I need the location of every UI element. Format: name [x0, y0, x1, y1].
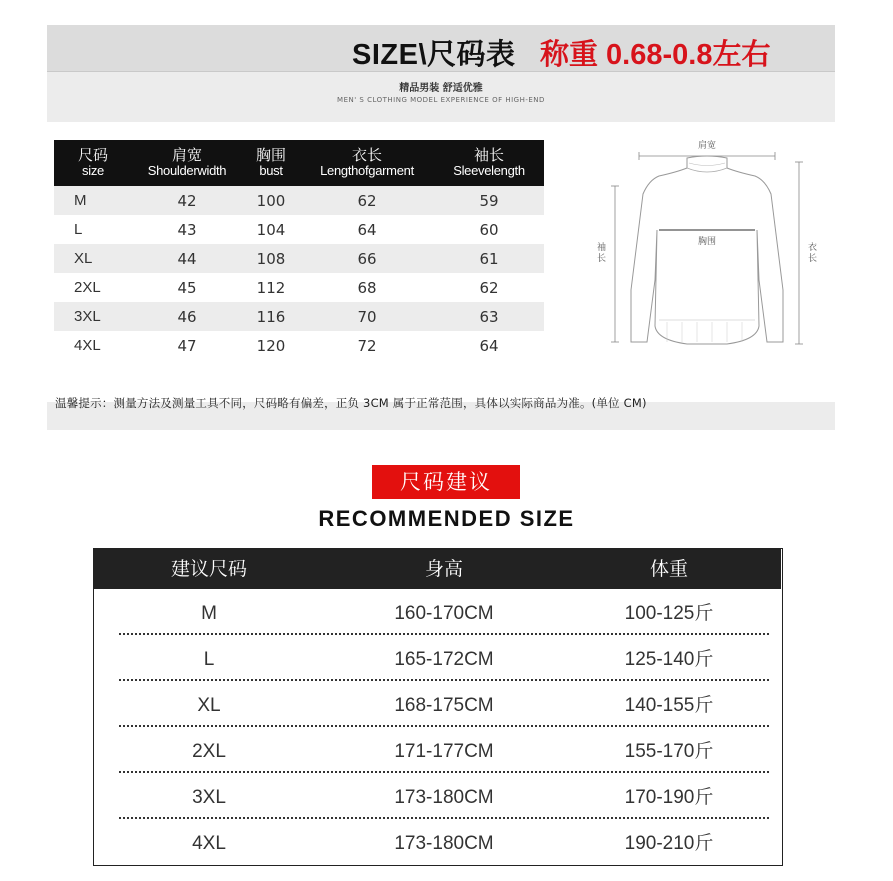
cell-weight: 100-125斤: [624, 603, 714, 624]
length-label: 衣 长: [808, 243, 818, 264]
cell-bust: 104: [256, 220, 286, 239]
table-row: [94, 635, 781, 681]
cell-height: 165-172CM: [394, 649, 494, 670]
title-bar: [47, 25, 835, 72]
recommended-badge: 尺码建议: [372, 465, 520, 499]
cell-size: M: [54, 186, 132, 215]
cell-height: 171-177CM: [394, 741, 494, 762]
cell-size: L: [203, 649, 215, 670]
header-recommended-size: 建议尺码: [170, 558, 247, 580]
cell-weight: 125-140斤: [624, 649, 714, 670]
cell-weight: 170-190斤: [624, 787, 714, 808]
cell-size: 2XL: [192, 741, 226, 762]
cell-bust: 120: [256, 336, 286, 355]
cell-height: 173-180CM: [394, 787, 494, 808]
header-size: 尺码 size: [54, 140, 132, 186]
cell-length: 68: [357, 278, 377, 297]
header-weight: 体重: [649, 558, 688, 580]
cell-size: 2XL: [74, 279, 101, 296]
table-row: [54, 302, 544, 331]
cell-length: 64: [357, 220, 377, 239]
cell-size: XL: [54, 244, 132, 273]
shoulder-label: 肩宽: [697, 141, 717, 151]
cell-length: 62: [300, 186, 434, 215]
cell-size: 4XL: [74, 337, 101, 354]
cell-sleeve: 63: [434, 302, 544, 331]
cell-sleeve: 62: [479, 278, 499, 297]
cell-size: 3XL: [54, 302, 132, 331]
header-sleeve: 袖长 Sleevelength: [434, 140, 544, 186]
table-row: [94, 727, 781, 773]
measurement-table: [54, 140, 544, 360]
table-row: [54, 244, 544, 273]
cell-shoulder: 42: [132, 186, 242, 215]
cell-sleeve: 59: [434, 186, 544, 215]
cell-sleeve: 60: [479, 220, 499, 239]
cell-shoulder: 43: [177, 220, 197, 239]
cell-bust: 116: [242, 302, 300, 331]
table-row: [94, 819, 781, 865]
subtitle-cn: 精品男装 舒适优雅: [399, 83, 483, 94]
cell-sleeve: 64: [479, 336, 499, 355]
cell-size: L: [74, 221, 83, 238]
cell-length: 72: [357, 336, 377, 355]
cell-shoulder: 45: [177, 278, 197, 297]
cell-bust: 112: [256, 278, 286, 297]
bust-label: 胸围: [697, 237, 717, 247]
cell-weight: 140-155斤: [624, 695, 714, 716]
header-height: 身高: [424, 558, 463, 580]
header-bust: 胸围 bust: [242, 140, 300, 186]
cell-size: 4XL: [192, 833, 226, 854]
garment-diagram: [587, 130, 827, 370]
cell-bust: 100: [242, 186, 300, 215]
table-row: [54, 186, 544, 215]
weight-note: 称重 0.68-0.8左右: [540, 39, 771, 71]
sweater-outline: [631, 156, 783, 344]
cell-length: 66: [300, 244, 434, 273]
cell-length: 70: [300, 302, 434, 331]
cell-height: 160-170CM: [394, 603, 494, 624]
table-row: [54, 215, 544, 244]
header-length: 衣长 Lengthofgarment: [300, 140, 434, 186]
table-row: [94, 589, 781, 635]
cell-shoulder: 47: [177, 336, 197, 355]
table-row: [94, 681, 781, 727]
cell-shoulder: 46: [132, 302, 242, 331]
table-row: [54, 273, 544, 302]
table-row: [54, 331, 544, 360]
cell-weight: 155-170斤: [624, 741, 714, 762]
measurement-header-row: [54, 140, 544, 186]
header-shoulder: 肩宽 Shoulderwidth: [132, 140, 242, 186]
cell-weight: 190-210斤: [624, 833, 714, 854]
sleeve-label: 袖 长: [597, 243, 607, 264]
size-chart-panel: [47, 25, 835, 430]
size-chart-title: SIZE\尺码表: [352, 39, 516, 71]
measurement-tip: 温馨提示：测量方法及测量工具不同，尺码略有偏差，正负 3CM 属于正常范围，具体以实际商品为准。(单位 CM): [55, 396, 647, 410]
recommended-title: RECOMMENDED SIZE: [318, 506, 575, 531]
cell-size: M: [201, 603, 217, 624]
cell-height: 173-180CM: [394, 833, 494, 854]
cell-bust: 108: [242, 244, 300, 273]
cell-shoulder: 44: [132, 244, 242, 273]
cell-size: 3XL: [192, 787, 226, 808]
cell-sleeve: 61: [434, 244, 544, 273]
recommended-table: [93, 548, 783, 866]
subtitle-en: MEN' S CLOTHING MODEL EXPERIENCE OF HIGH-END: [337, 96, 545, 104]
cell-height: 168-175CM: [394, 695, 494, 716]
recommended-header-row: [94, 549, 781, 589]
chart-body: [47, 122, 835, 402]
table-row: [94, 773, 781, 819]
cell-size: XL: [197, 695, 221, 716]
